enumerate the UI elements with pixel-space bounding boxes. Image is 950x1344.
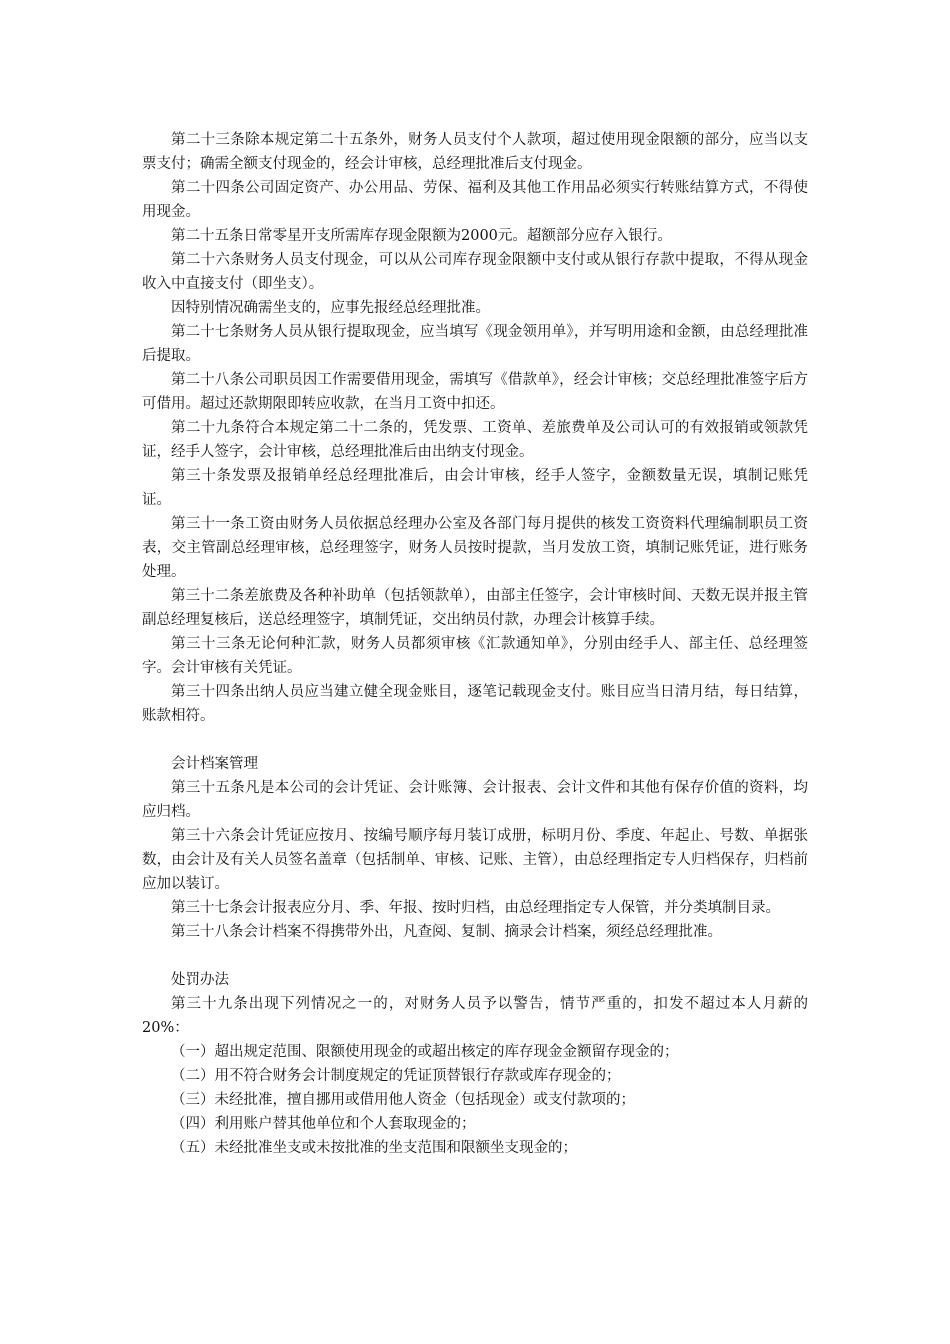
article-35: 第三十五条凡是本公司的会计凭证、会计账簿、会计报表、会计文件和其他有保存价值的资料，均应归档。 bbox=[142, 780, 808, 820]
article-39: 第三十九条出现下列情况之一的，对财务人员予以警告，情节严重的，扣发不超过本人月薪的20%： bbox=[142, 996, 808, 1036]
section-heading-penalties: 处罚办法 bbox=[171, 972, 229, 988]
article-36: 第三十六条会计凭证应按月、按编号顺序每月装订成册，标明月份、季度、年起止、号数、单据张数，由会计及有关人员签名盖章（包括制单、审核、记账、主管），由总经理指定专人归档保存，归档前应加以装订。 bbox=[142, 828, 808, 892]
article-26: 第二十六条财务人员支付现金，可以从公司库存现金限额中支付或从银行存款中提取，不得从现金收入中直接支付（即坐支）。 bbox=[142, 252, 808, 292]
article-30: 第三十条发票及报销单经总经理批准后，由会计审核，经手人签字，金额数量无误，填制记账凭证。 bbox=[142, 468, 808, 508]
list-item: （二）用不符合财务会计制度规定的凭证顶替银行存款或库存现金的； bbox=[171, 1068, 621, 1084]
list-item: （三）未经批准，擅自挪用或借用他人资金（包括现金）或支付款项的； bbox=[171, 1092, 635, 1108]
article-34: 第三十四条出纳人员应当建立健全现金账目，逐笔记载现金支付。账目应当日清月结，每日结算，账款相符。 bbox=[142, 684, 808, 724]
section-gap bbox=[142, 944, 808, 968]
section-heading-archives: 会计档案管理 bbox=[171, 756, 258, 772]
article-32: 第三十二条差旅费及各种补助单（包括领款单），由部主任签字，会计审核时间、天数无误并报主管副总经理复核后，送总经理签字，填制凭证，交出纳员付款，办理会计核算手续。 bbox=[142, 588, 808, 628]
article-37: 第三十七条会计报表应分月、季、年报、按时归档，由总经理指定专人保管，并分类填制目录。 bbox=[171, 900, 780, 916]
article-33: 第三十三条无论何种汇款，财务人员都须审核《汇款通知单》，分别由经手人、部主任、总经理签字。会计审核有关凭证。 bbox=[142, 636, 808, 676]
article-24: 第二十四条公司固定资产、办公用品、劳保、福利及其他工作用品必须实行转账结算方式，不得使用现金。 bbox=[142, 180, 808, 220]
article-31: 第三十一条工资由财务人员依据总经理办公室及各部门每月提供的核发工资资料代理编制职员工资表，交主管副总经理审核，总经理签字，财务人员按时提款，当月发放工资，填制记账凭证，进行账务处理。 bbox=[142, 516, 808, 580]
article-28: 第二十八条公司职员因工作需要借用现金，需填写《借款单》，经会计审核；交总经理批准签字后方可借用。超过还款期限即转应收款，在当月工资中扣还。 bbox=[142, 372, 808, 412]
list-item: （五）未经批准坐支或未按批准的坐支范围和限额坐支现金的； bbox=[171, 1140, 577, 1156]
article-29: 第二十九条符合本规定第二十二条的，凭发票、工资单、差旅费单及公司认可的有效报销或领款凭证，经手人签字，会计审核，总经理批准后由出纳支付现金。 bbox=[142, 420, 808, 460]
article-23: 第二十三条除本规定第二十五条外，财务人员支付个人款项，超过使用现金限额的部分，应当以支票支付；确需全额支付现金的，经会计审核，总经理批准后支付现金。 bbox=[142, 132, 808, 172]
article-26-note: 因特别情况确需坐支的，应事先报经总经理批准。 bbox=[171, 300, 490, 316]
list-item: （四）利用账户替其他单位和个人套取现金的； bbox=[171, 1116, 476, 1132]
article-25: 第二十五条日常零星开支所需库存现金限额为2000元。超额部分应存入银行。 bbox=[171, 228, 672, 244]
document-page bbox=[142, 128, 808, 1160]
section-gap bbox=[142, 728, 808, 752]
article-38: 第三十八条会计档案不得携带外出，凡查阅、复制、摘录会计档案，须经总经理批准。 bbox=[171, 924, 722, 940]
list-item: （一）超出规定范围、限额使用现金的或超出核定的库存现金金额留存现金的； bbox=[171, 1044, 679, 1060]
article-27: 第二十七条财务人员从银行提取现金，应当填写《现金领用单》，并写明用途和金额，由总经理批准后提取。 bbox=[142, 324, 808, 364]
